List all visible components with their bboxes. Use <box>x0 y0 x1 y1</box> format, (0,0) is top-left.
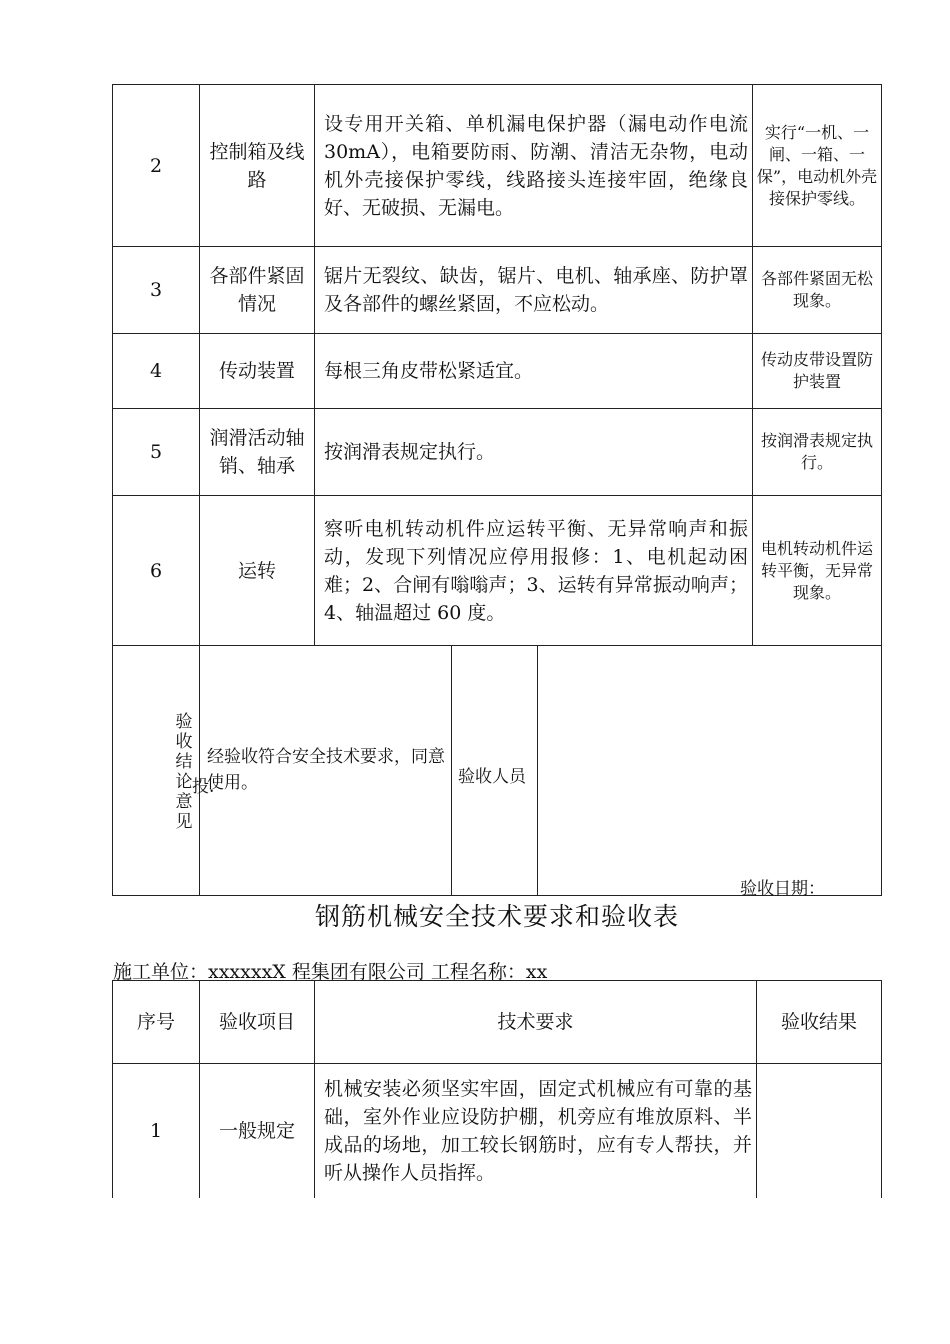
inspection-result: 按润滑表规定执行。 <box>753 409 882 496</box>
conclusion-text: 经验收符合安全技术要求，同意使用。 <box>207 747 445 793</box>
unit-line: 施工单位：xxxxxxX 程集团有限公司 工程名称：xx <box>113 961 548 983</box>
row-number: 1 <box>113 1064 200 1198</box>
inspection-item: 传动装置 <box>200 334 315 409</box>
inspection-item: 润滑活动轴销、轴承 <box>200 409 315 496</box>
inspection-result <box>757 1064 882 1198</box>
inspection-table-bottom <box>112 980 882 1198</box>
table-row <box>113 85 882 247</box>
inspection-item: 一般规定 <box>200 1064 315 1198</box>
technical-requirement: 锯片无裂纹、缺齿，锯片、电机、轴承座、防护罩及各部件的螺丝紧固，不应松动。 <box>315 247 753 334</box>
inspection-item: 控制箱及线路 <box>200 85 315 247</box>
inspection-result: 电机转动机件运转平衡，无异常现象。 <box>753 496 882 646</box>
row-number: 2 <box>113 85 200 247</box>
conclusion-divider-1 <box>199 645 200 895</box>
page-title: 钢筋机械安全技术要求和验收表 <box>314 902 679 931</box>
table-row <box>113 496 882 646</box>
conclusion-divider-2 <box>451 645 452 895</box>
technical-requirement: 每根三角皮带松紧适宜。 <box>315 334 753 409</box>
row-number: 4 <box>113 334 200 409</box>
conclusion-divider-3 <box>537 645 538 895</box>
technical-requirement: 设专用开关箱、单机漏电保护器（漏电动作电流 30mA），电箱要防雨、防潮、清洁无杂物，电动机外壳接保护零线，线路接头连接牢固，绝缘良好、无破损、无漏电。 <box>315 85 753 247</box>
inspection-result: 传动皮带设置防护装置 <box>753 334 882 409</box>
row-number: 3 <box>113 247 200 334</box>
header-result: 验收结果 <box>757 981 882 1064</box>
conclusion-signature: 投. <box>192 777 215 797</box>
inspection-result: 实行“一机、一闸、一箱、一保”，电动机外壳接保护零线。 <box>753 85 882 247</box>
table-row <box>113 247 882 334</box>
inspection-result: 各部件紧固无松现象。 <box>753 247 882 334</box>
date-label: 验收日期： <box>740 879 825 899</box>
header-serial: 序号 <box>113 981 200 1064</box>
inspection-item: 运转 <box>200 496 315 646</box>
table-row <box>113 409 882 496</box>
table-header-row <box>113 981 882 1064</box>
conclusion-label: 验收结论意见 <box>175 712 193 832</box>
technical-requirement: 机械安装必须坚实牢固，固定式机械应有可靠的基础，室外作业应设防护棚，机旁应有堆放原料、半成品的场地，加工较长钢筋时，应有专人帮扶，并听从操作人员指挥。 <box>315 1064 757 1198</box>
technical-requirement: 按润滑表规定执行。 <box>315 409 753 496</box>
row-number: 5 <box>113 409 200 496</box>
header-requirement: 技术要求 <box>315 981 757 1064</box>
header-item: 验收项目 <box>200 981 315 1064</box>
row-number: 6 <box>113 496 200 646</box>
technical-requirement: 察听电机转动机件应运转平衡、无异常响声和振动，发现下列情况应停用报修：1、电机起动困难；2、合闸有嗡嗡声；3、运转有异常振动响声；4、轴温超过 60 度。 <box>315 496 753 646</box>
inspector-label: 验收人员 <box>458 767 526 787</box>
inspection-item: 各部件紧固情况 <box>200 247 315 334</box>
table-row <box>113 334 882 409</box>
table-row <box>113 1064 882 1198</box>
